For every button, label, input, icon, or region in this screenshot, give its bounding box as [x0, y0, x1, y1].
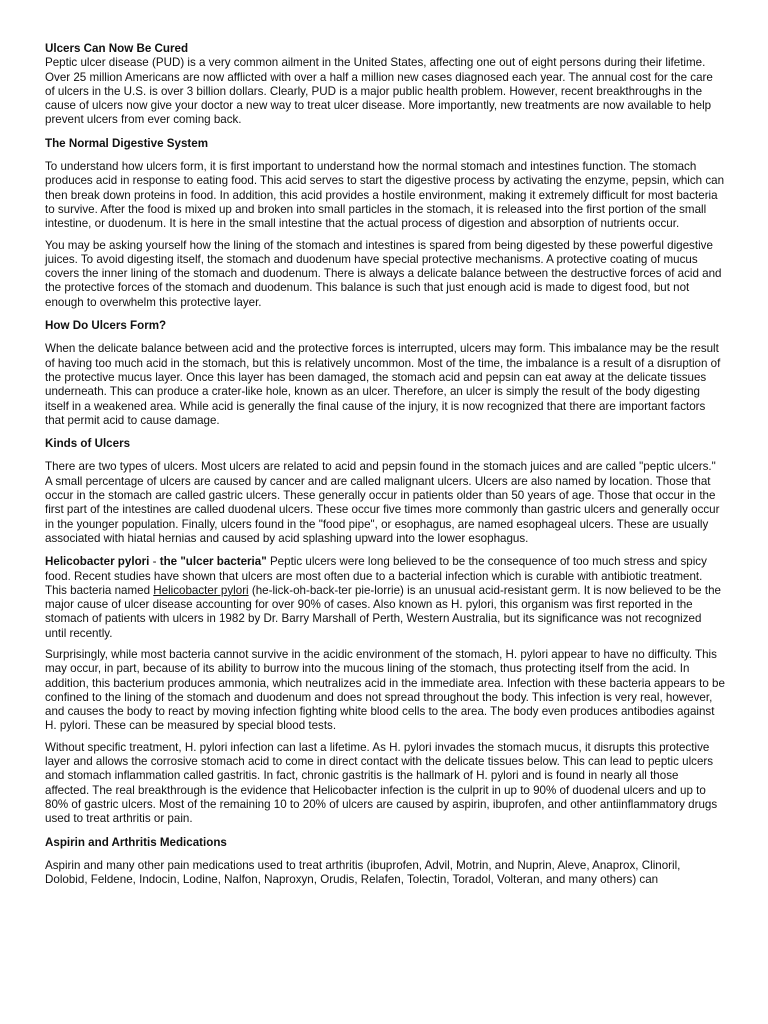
hpylori-lead-subtitle: the "ulcer bacteria" — [159, 555, 267, 569]
section-heading-ulcers-can-now-be-cured: Ulcers Can Now Be Cured — [45, 42, 189, 55]
section-heading-how-do-ulcers-form: How Do Ulcers Form? — [45, 319, 167, 333]
paragraph-digestive-1: To understand how ulcers form, it is first important to understand how the normal stomach and intestines function. The stomach produces acid in response to eating food. This acid serves to start the digestive process by activating the enzyme, pepsin, which can then break down proteins in food. In addition, this acid provides a hostile environment, making it extremely difficult for most bacteria to survive. After the food is mixed up and broken into small particles in the stomach, it is released into the first portion of the small intestine, or duodenum. It is here in the small intestine that the actual process of digestion and absorption of nutrients occur. — [45, 160, 725, 231]
hpylori-lead-dash: - — [149, 555, 160, 569]
section-heading-normal-digestive-system: The Normal Digestive System — [45, 136, 209, 150]
hpylori-text-1: Peptic ulcers were long believed to be the consequence of too much stress and spicy food. Recent studies have shown that ulcers are most often due to a bacterial infection which is curable with antibiotic treatment. This bacteria named — [45, 555, 707, 597]
paragraph-hpylori-2: Surprisingly, while most bacteria cannot survive in the acidic environment of the stomach, H. pylori appear to have no difficulty. This may occur, in part, because of its ability to burrow into the mucous lining of the stomach, thus protecting itself from the acid. In addition, this bacterium produces ammonia, which neutralizes acid in the immediate area. Infection with these bacteria appears to be confined to the lining of the stomach and duodenum and does not spread throughout the body. This infection is very real, however, and causes the body to react by moving infection fighting white blood cells to the area. The body even produces antibodies against H. pylori. These can be measured by special blood tests. — [45, 647, 725, 733]
document-page — [45, 42, 725, 887]
hpylori-link[interactable]: Helicobacter pylori — [153, 583, 249, 597]
paragraph-aspirin: Aspirin and many other pain medications used to treat arthritis (ibuprofen, Advil, Motrin, and Nuprin, Aleve, Anaprox, Clinoril, Dolobid, Feldene, Indocin, Lodine, Nalfon, Naproxyn, Orudis, Relafen, Tolectin, Toradol, Volteran, and many others) can — [45, 858, 681, 887]
paragraph-intro: Peptic ulcer disease (PUD) is a very common ailment in the United States, affecting one out of eight persons during their lifetime. Over 25 million Americans are now afflicted with over a half a million new cases diagnosed each year. The annual cost for the care of ulcers in the U.S. is over 3 billion dollars. Clearly, PUD is a major public health problem. However, recent breakthroughs in the cause of ulcers now give your doctor a new way to treat ulcer disease. More importantly, new treatments are now available to help prevent ulcers from ever coming back. — [45, 56, 713, 127]
paragraph-kinds-of-ulcers: There are two types of ulcers. Most ulcers are related to acid and pepsin found in the stomach juices and are called "peptic ulcers." A small percentage of ulcers are caused by cancer and are called malignant ulcers. Ulcers are also named by location. Those that occur in the stomach are called gastric ulcers. These generally occur in patients older than 50 years of age. Those that occur in the first part of the intestines are called duodenal ulcers. These occur five times more commonly than gastric ulcers and generally occur in the younger population. Finally, ulcers found in the "food pipe", or esophagus, are named esophageal ulcers. These are usually associated with hiatal hernias and caused by acid splashing upward into the lower esophagus. — [45, 460, 720, 545]
hpylori-text-2: (he-lick-oh-back-ter pie-lorrie) is an unusual acid-resistant germ. It is now believed to be the major cause of ulcer disease accounting for over 90% of cases. Also known as H. pylori, this organism was first reported in the stomach of patients with ulcers in 1982 by Dr. Barry Marshall of Perth, Western Australia, but its significance was not recognized until recently. — [45, 583, 721, 640]
paragraph-hpylori-3: Without specific treatment, H. pylori infection can last a lifetime. As H. pylori invades the stomach mucus, it disrupts this protective layer and allows the corrosive stomach acid to come in direct contact with the delicate tissues below. This can lead to peptic ulcers and stomach inflammation called gastritis. In fact, chronic gastritis is the hallmark of H. pylori and is found in nearly all those affected. The real breakthrough is the evidence that Helicobacter infection is the culprit in up to 90% of duodenal ulcers and up to 80% of gastric ulcers. Most of the remaining 10 to 20% of ulcers are caused by aspirin, ibuprofen, and other antiinflammatory drugs used to treat arthritis or pain. — [45, 740, 718, 826]
section-heading-kinds-of-ulcers: Kinds of Ulcers — [45, 437, 131, 451]
paragraph-ulcers-form: When the delicate balance between acid and the protective forces is interrupted, ulcers may form. This imbalance may be the result of having too much acid in the stomach, but this is relatively uncommon. Most of the time, the imbalance is a result of a disruption of the protective mucus layer. Once this layer has been damaged, the stomach acid and pepsin can eat away at the delicate tissues underneath. This can produce a crater-like hole, known as an ulcer. Therefore, an ulcer is simply the result of the body digesting itself in a weakened area. While acid is generally the final cause of the injury, it is now recognized that there are important factors that permit acid to cause damage. — [45, 342, 721, 427]
section-heading-aspirin: Aspirin and Arthritis Medications — [45, 835, 227, 849]
paragraph-hpylori-1 — [45, 555, 725, 641]
hpylori-lead-name: Helicobacter pylori — [45, 555, 150, 569]
paragraph-digestive-2: You may be asking yourself how the lining of the stomach and intestines is spared from being digested by these powerful digestive juices. To avoid digesting itself, the stomach and duodenum have special protective mechanisms. A protective coating of mucus covers the inner lining of the stomach and duodenum. There is always a delicate balance between the destructive forces of acid and the protective forces of the stomach and duodenum. This balance is such that just enough acid is made to digest food, but not enough to overwhelm this protective layer. — [45, 238, 722, 309]
